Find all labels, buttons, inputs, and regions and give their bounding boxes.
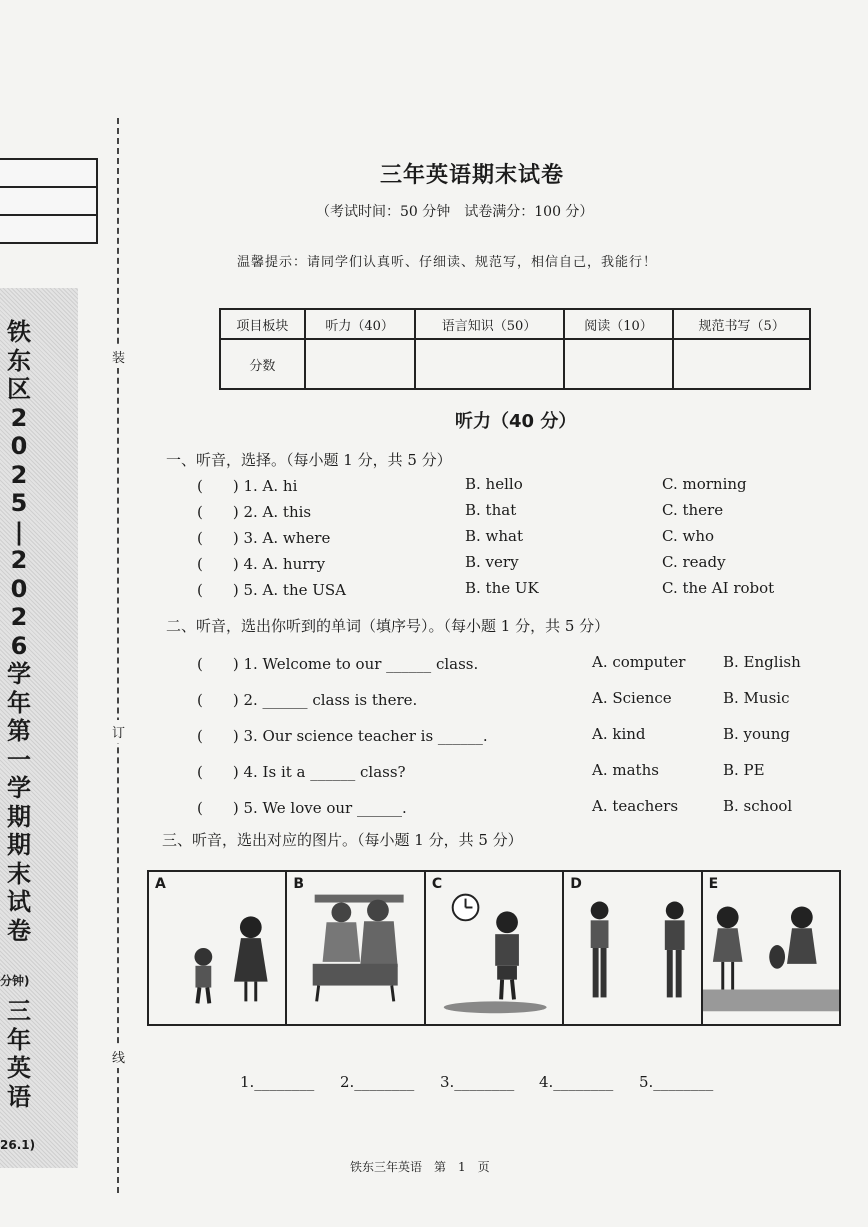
part1-item-5: ( ) 5. A. the USA: [197, 581, 347, 599]
part2-option-b: B. school: [723, 797, 793, 815]
picture-b[interactable]: [287, 872, 425, 1024]
part2-item-1: ( ) 1. Welcome to our ______ class.: [197, 655, 479, 673]
part2-item-3: ( ) 3. Our science teacher is ______.: [197, 727, 488, 745]
info-box[interactable]: [0, 158, 98, 188]
part2-option-a: A. kind: [592, 725, 646, 743]
picture-c[interactable]: [426, 872, 564, 1024]
picture-e[interactable]: [703, 872, 839, 1024]
part1-option-b: B. very: [465, 553, 519, 571]
score-header: 阅读（10）: [564, 309, 674, 339]
side-date: 26.1): [0, 1138, 36, 1152]
part2-option-b: B. young: [723, 725, 790, 743]
part1-option-c: C. morning: [662, 475, 747, 493]
binding-line: [117, 118, 119, 1193]
part2-option-a: A. computer: [592, 653, 686, 671]
page-title: 三年英语期末试卷: [380, 162, 565, 188]
part2-option-b: B. English: [723, 653, 801, 671]
side-exam-title: 铁 东 区 2 0 2 5 | 2 0 2 6 学 年 第 一 学 期 期 末 试 卷: [7, 318, 31, 945]
part1-option-c: C. the AI robot: [662, 579, 775, 597]
part1-item-1: ( ) 1. A. hi: [197, 477, 298, 495]
picture-label: A: [155, 876, 166, 892]
answer-blank-2[interactable]: 2.________: [340, 1073, 415, 1091]
score-header: 项目板块: [220, 309, 305, 339]
part1-option-b: B. what: [465, 527, 524, 545]
listening-title: 听力（40 分）: [455, 411, 577, 432]
side-subject: 三 年 英 语: [7, 997, 31, 1111]
part1-option-b: B. the UK: [465, 579, 539, 597]
binding-mark-zhuang: 装: [112, 345, 125, 368]
part1-option-c: C. who: [662, 527, 715, 545]
reminder-text: 温馨提示：请同学们认真听、仔细读、规范写，相信自己，我能行！: [237, 255, 658, 270]
info-box[interactable]: [0, 214, 98, 244]
info-box[interactable]: [0, 186, 98, 216]
picture-label: D: [570, 876, 582, 892]
part1-heading: 一、听音，选择。（每小题 1 分，共 5 分）: [166, 451, 452, 469]
answer-blank-1[interactable]: 1.________: [240, 1073, 315, 1091]
part1-item-4: ( ) 4. A. hurry: [197, 555, 326, 573]
part3-heading: 三、听音，选出对应的图片。（每小题 1 分，共 5 分）: [162, 831, 523, 849]
part2-option-b: B. PE: [723, 761, 765, 779]
part2-item-4: ( ) 4. Is it a ______ class?: [197, 763, 406, 781]
part2-option-a: A. Science: [592, 689, 672, 707]
page-footer: 铁东三年英语 第 1 页: [350, 1160, 490, 1174]
part2-item-5: ( ) 5. We love our ______.: [197, 799, 407, 817]
picture-label: E: [708, 876, 719, 892]
binding-mark-xian: 线: [112, 1045, 125, 1068]
picture-d[interactable]: [564, 872, 702, 1024]
answer-blank-3[interactable]: 3.________: [440, 1073, 515, 1091]
kids-talking-illustration: [149, 872, 285, 1024]
info-boxes: [0, 158, 98, 242]
two-boys-illustration: [564, 872, 700, 1024]
part1-option-c: C. there: [662, 501, 724, 519]
score-header: 语言知识（50）: [415, 309, 564, 339]
part2-option-a: A. teachers: [592, 797, 679, 815]
part1-option-b: B. hello: [465, 475, 523, 493]
score-header: 规范书写（5）: [673, 309, 810, 339]
picture-strip: [147, 870, 841, 1026]
part1-item-2: ( ) 2. A. this: [197, 503, 312, 521]
part2-option-a: A. maths: [592, 761, 659, 779]
exam-info: （考试时间：50 分钟 试卷满分：100 分）: [316, 204, 594, 220]
picture-label: B: [293, 876, 305, 892]
picture-label: C: [431, 876, 443, 892]
score-row-label: 分数: [220, 339, 305, 389]
answer-blank-5[interactable]: 5.________: [639, 1073, 714, 1091]
girls-park-illustration: [703, 872, 839, 1024]
score-cell[interactable]: [415, 339, 564, 389]
boy-clock-illustration: [426, 872, 562, 1024]
computer-class-illustration: [287, 872, 423, 1024]
part2-item-2: ( ) 2. ______ class is there.: [197, 691, 418, 709]
part1-item-3: ( ) 3. A. where: [197, 529, 331, 547]
binding-mark-ding: 订: [112, 720, 125, 743]
score-table: [219, 308, 811, 390]
part1-option-c: C. ready: [662, 553, 726, 571]
part2-heading: 二、听音，选出你听到的单词（填序号）。（每小题 1 分，共 5 分）: [166, 617, 610, 635]
score-cell[interactable]: [305, 339, 415, 389]
part1-option-b: B. that: [465, 501, 517, 519]
picture-a[interactable]: [149, 872, 287, 1024]
side-minutes: 分钟): [0, 974, 30, 988]
score-cell[interactable]: [564, 339, 674, 389]
score-cell[interactable]: [673, 339, 810, 389]
answer-blank-4[interactable]: 4.________: [539, 1073, 614, 1091]
part2-option-b: B. Music: [723, 689, 790, 707]
score-header: 听力（40）: [305, 309, 415, 339]
